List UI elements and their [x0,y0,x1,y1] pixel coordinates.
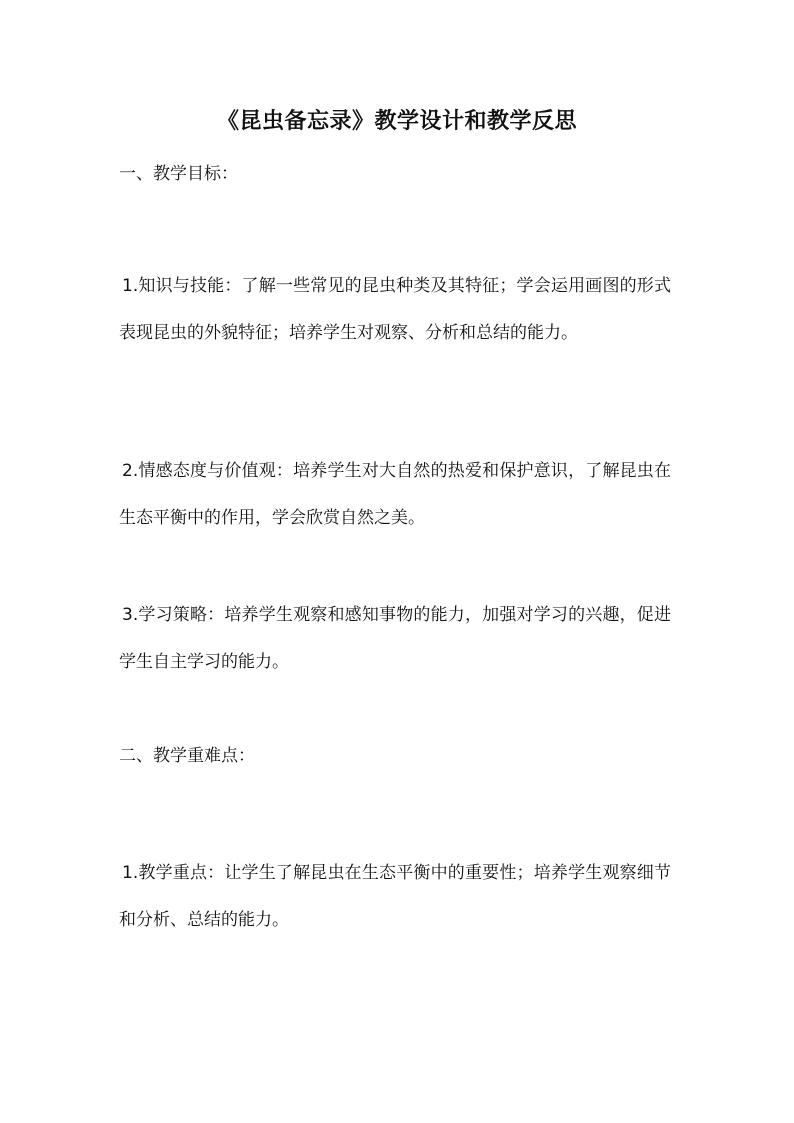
objective-item-3 [119,592,671,686]
key-point-item-1 [119,850,671,944]
section-heading-objectives: 一、教学目标： [119,164,238,184]
item-text: 学习策略：培养学生观察和感知事物的能力，加强对学习的兴趣，促进学生自主学习的能力。 [119,605,671,672]
item-text: 知识与技能：了解一些常见的昆虫种类及其特征；学会运用画图的形式表现昆虫的外貌特征；培养学生对观察、分析和总结的能力。 [119,276,671,343]
document-title: 《昆虫备忘录》教学设计和教学反思 [216,109,577,134]
objective-item-1 [119,263,671,357]
objective-item-2 [119,448,671,542]
item-number: 1. [122,276,139,296]
section-heading-key-points: 二、教学重难点： [119,746,255,766]
item-number: 2. [122,461,139,481]
item-number: 3. [122,605,139,625]
item-text: 教学重点：让学生了解昆虫在生态平衡中的重要性；培养学生观察细节和分析、总结的能力。 [119,863,671,930]
item-number: 1. [122,863,139,883]
item-text: 情感态度与价值观：培养学生对大自然的热爱和保护意识，了解昆虫在生态平衡中的作用，学会欣赏自然之美。 [119,461,671,528]
